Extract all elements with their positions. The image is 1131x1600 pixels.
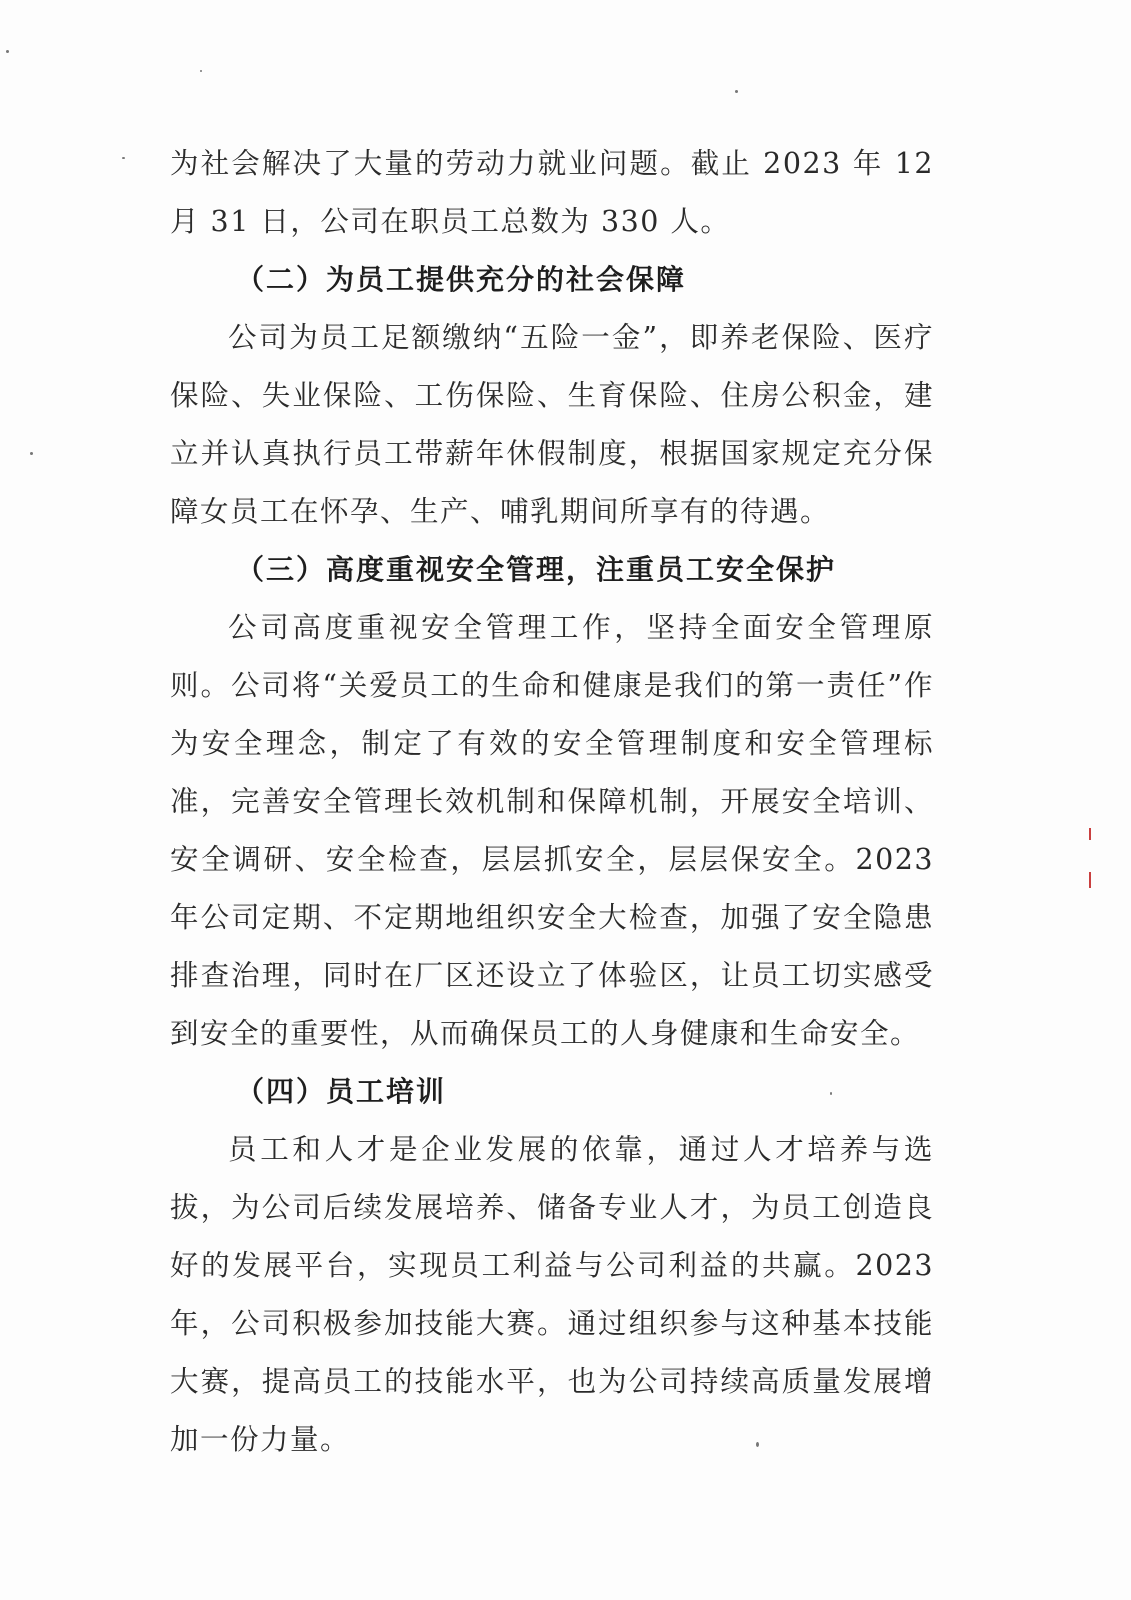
section-paragraph-employee-training: 员工和人才是企业发展的依靠，通过人才培养与选拔，为公司后续发展培养、储备专业人才，为员工创造良好的发展平台，实现员工利益与公司利益的共赢。2023 年，公司积极参加技能大赛。通过组织参与这种基本技能大赛，提高员工的技能水平，也为公司持续高质量发展增加一份力量。: [170, 1133, 934, 1456]
section-paragraph-safety-management: 公司高度重视安全管理工作，坚持全面安全管理原则。公司将“关爱员工的生命和健康是我们的第一责任”作为安全理念，制定了有效的安全管理制度和安全管理标准，完善安全管理长效机制和保障机制，开展安全培训、安全调研、安全检查，层层抓安全，层层保安全。2023 年公司定期、不定期地组织安全大检查，加强了安全隐患排查治理，同时在厂区还设立了体验区，让员工切实感受到安全的重要性，从而确保员工的人身健康和生命安全。: [170, 611, 934, 1050]
scan-red-mark: [1089, 872, 1091, 888]
scan-speck: [6, 50, 9, 53]
scan-speck: [735, 90, 738, 93]
document-body: [170, 135, 934, 1469]
section-heading-social-security: （二）为员工提供充分的社会保障: [236, 263, 687, 296]
scan-red-mark: [1089, 828, 1091, 840]
scan-speck: [30, 452, 33, 455]
scan-speck: [122, 157, 125, 159]
intro-paragraph: 为社会解决了大量的劳动力就业问题。截止 2023 年 12 月 31 日，公司在职员工总数为 330 人。: [170, 147, 934, 238]
section-heading-employee-training: （四）员工培训: [236, 1075, 447, 1108]
section-heading-safety-management: （三）高度重视安全管理，注重员工安全保护: [236, 553, 837, 586]
section-paragraph-social-security: 公司为员工足额缴纳“五险一金”，即养老保险、医疗保险、失业保险、工伤保险、生育保险、住房公积金，建立并认真执行员工带薪年休假制度，根据国家规定充分保障女员工在怀孕、生产、哺乳期间所享有的待遇。: [170, 321, 934, 528]
scan-speck: [200, 70, 202, 72]
